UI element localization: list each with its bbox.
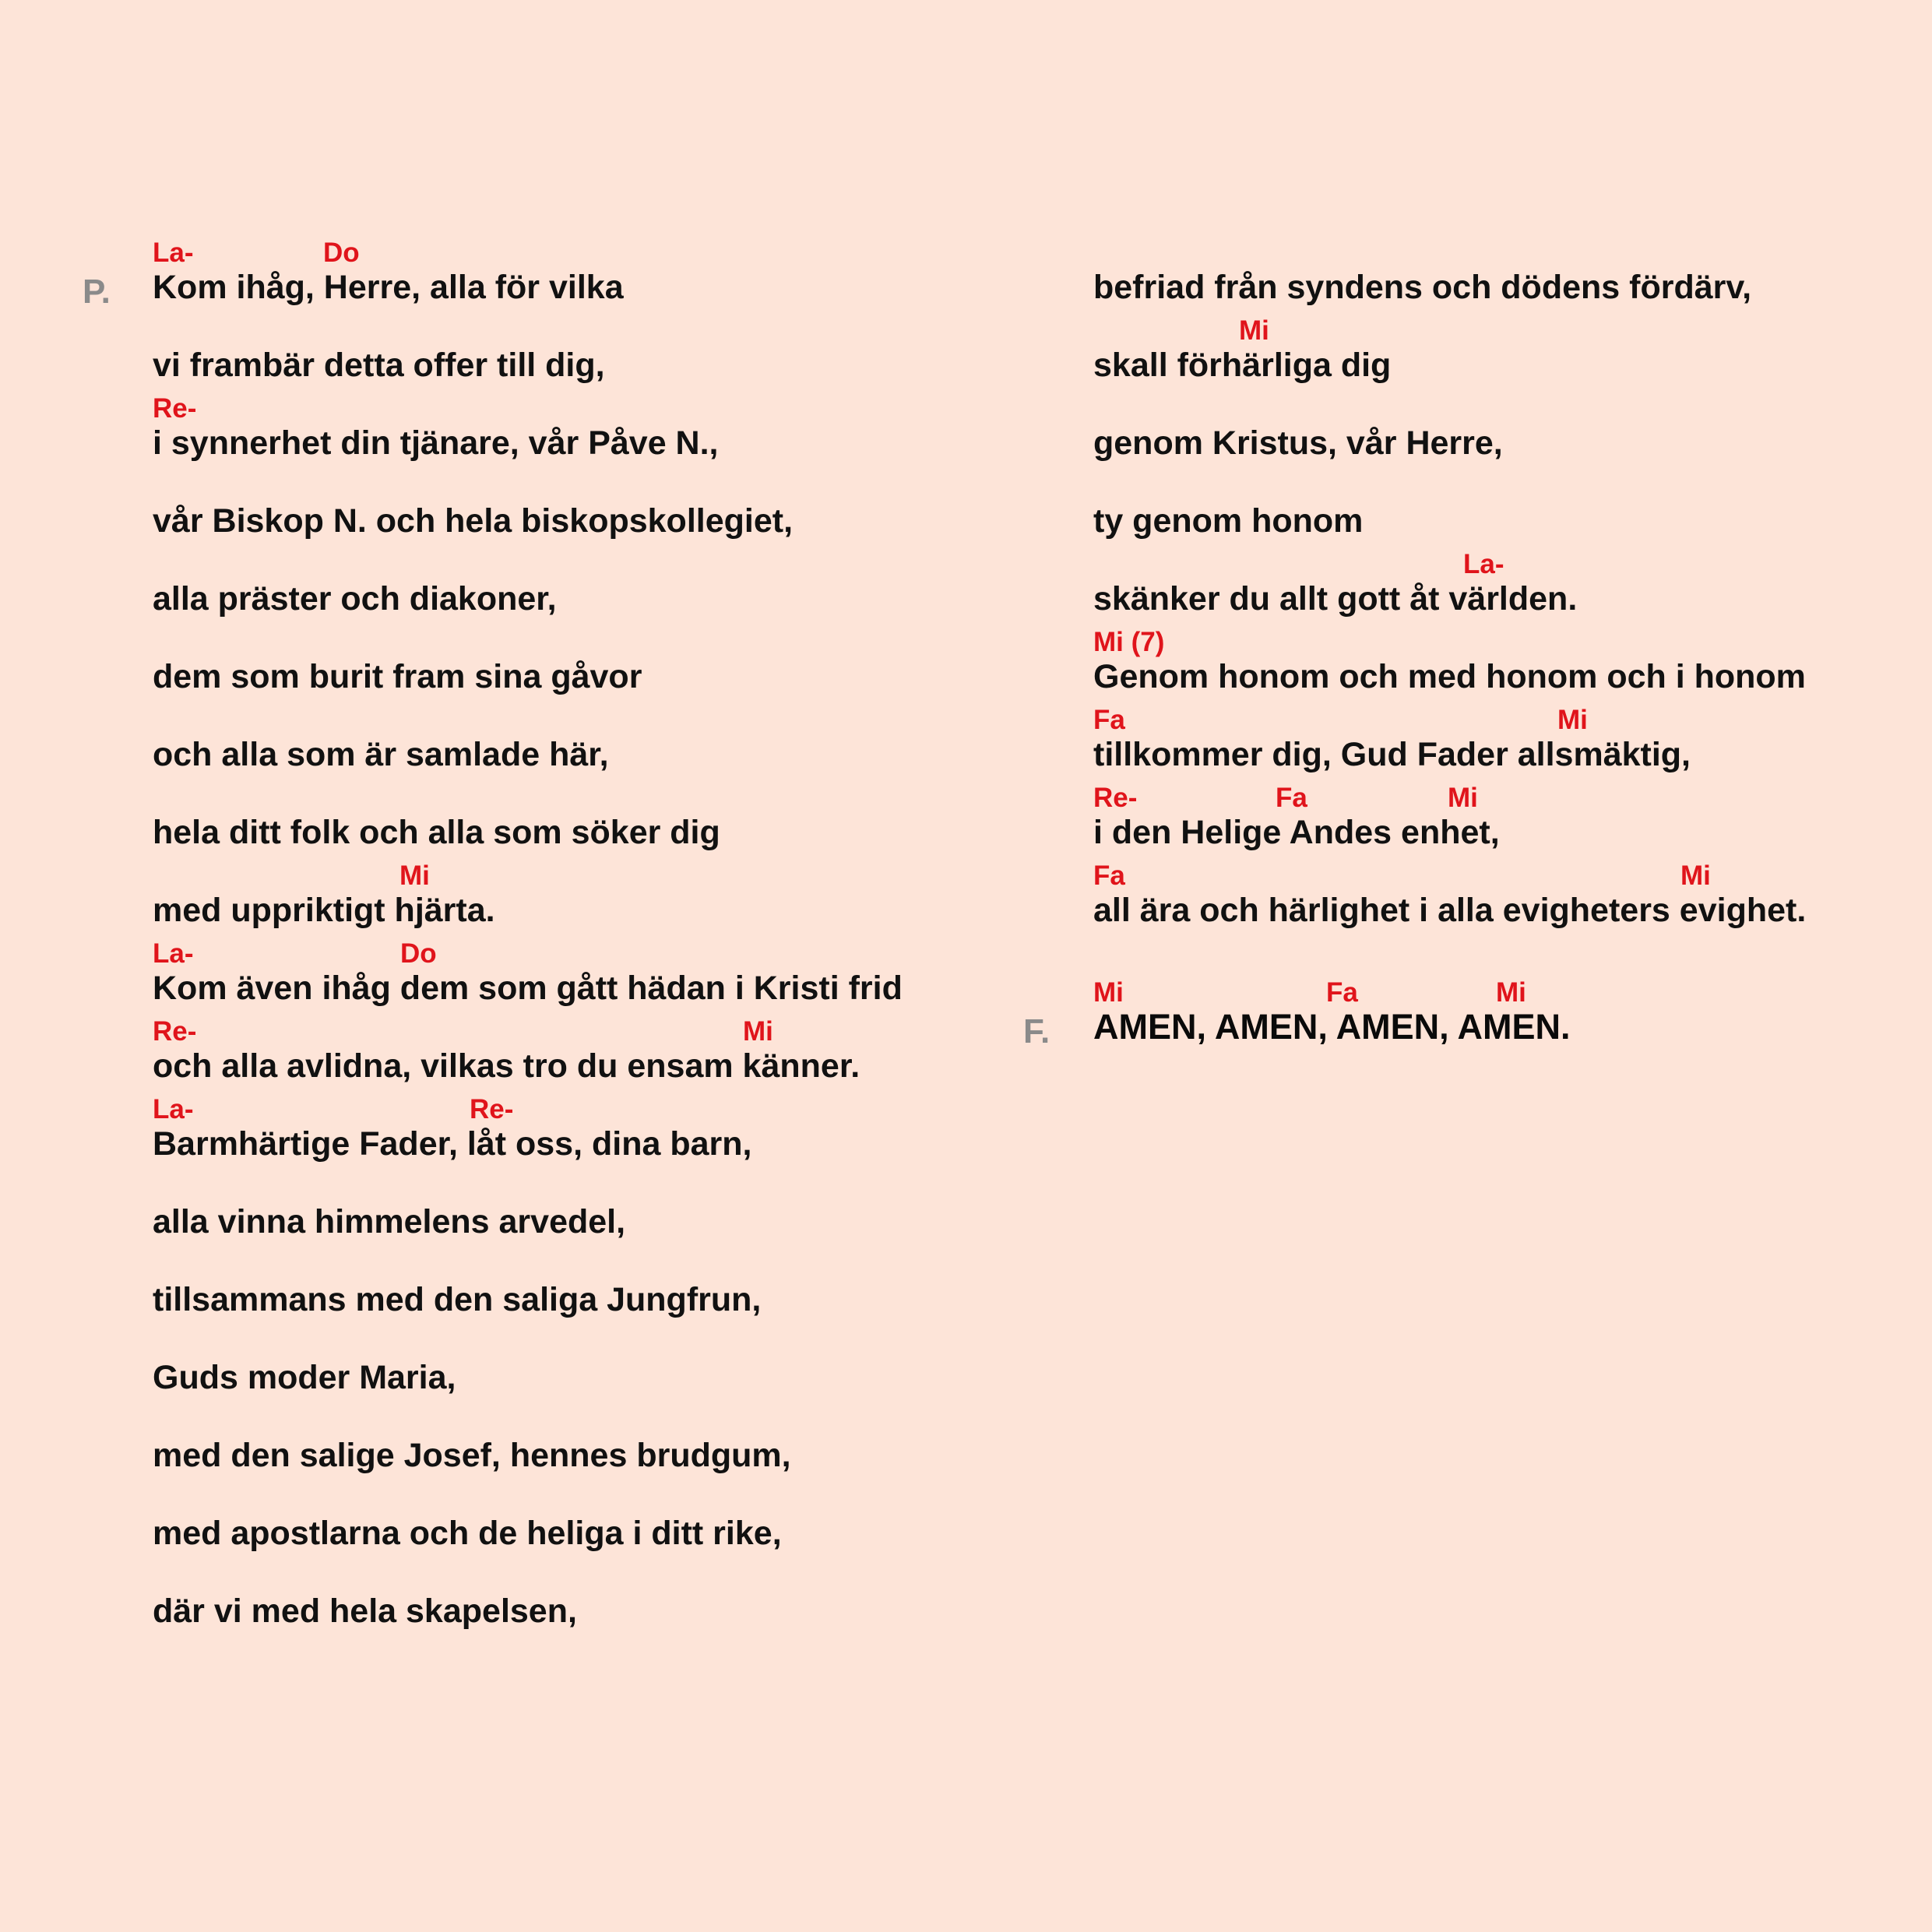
lyric-text: alla vinna himmelens arvedel, xyxy=(153,1203,626,1240)
lyric-line xyxy=(153,1172,994,1250)
lyric-line xyxy=(153,315,994,393)
lyric-text: Genom honom och med honom och i honom xyxy=(1093,658,1806,695)
chord-label: Fa xyxy=(1276,783,1307,813)
lyric-text: i synnerhet din tjänare, vår Påve N., xyxy=(153,424,719,462)
lyric-line xyxy=(1093,549,1911,627)
lyric-line xyxy=(1093,393,1911,471)
chord-label: La- xyxy=(153,238,194,268)
lyric-text: all ära och härlighet i alla evigheters evighet. xyxy=(1093,892,1807,929)
lyric-line xyxy=(1093,627,1911,705)
chord-label: La- xyxy=(153,1094,194,1124)
lyric-text: där vi med hela skapelsen, xyxy=(153,1592,577,1630)
lyric-line xyxy=(153,549,994,627)
lyric-line xyxy=(1093,783,1911,860)
chord-label: Mi xyxy=(1239,315,1269,346)
lyric-text: och alla som är samlade här, xyxy=(153,736,609,773)
chord-label: Mi (7) xyxy=(1093,627,1165,657)
chord-label: Fa xyxy=(1326,977,1358,1008)
lyric-line xyxy=(153,627,994,705)
lyric-line xyxy=(1093,471,1911,549)
lyric-text: Barmhärtige Fader, låt oss, dina barn, xyxy=(153,1125,752,1163)
chord-label: Mi xyxy=(1557,705,1588,735)
lyric-line xyxy=(153,860,994,938)
lyric-line xyxy=(153,1328,994,1406)
lyric-line xyxy=(153,1250,994,1328)
chord-label: La- xyxy=(153,938,194,969)
chord-label: Do xyxy=(323,238,360,268)
lyric-text: Guds moder Maria, xyxy=(153,1359,456,1396)
chord-label: Fa xyxy=(1093,705,1125,735)
lyric-line xyxy=(153,238,994,315)
chord-label: Mi xyxy=(399,860,430,891)
lyric-text: Kom ihåg, Herre, alla för vilka xyxy=(153,269,624,306)
lyric-line xyxy=(1093,238,1911,315)
role-label-priest: P. xyxy=(83,273,111,311)
lyric-line xyxy=(153,938,994,1016)
lyric-text: tillsammans med den saliga Jungfrun, xyxy=(153,1281,762,1318)
lyric-line xyxy=(153,1483,994,1561)
chord-label: Mi xyxy=(1093,977,1124,1008)
lyric-text: tillkommer dig, Gud Fader allsmäktig, xyxy=(1093,736,1691,773)
lyric-line xyxy=(153,1406,994,1483)
lyric-text: vår Biskop N. och hela biskopskollegiet, xyxy=(153,502,794,540)
lyric-text: hela ditt folk och alla som söker dig xyxy=(153,814,720,851)
lyric-line xyxy=(153,1094,994,1172)
lyric-line xyxy=(153,471,994,549)
lyric-text: vi frambär detta offer till dig, xyxy=(153,347,605,384)
response-text: AMEN, AMEN, AMEN, AMEN. xyxy=(1093,1007,1571,1047)
chord-label: Do xyxy=(400,938,437,969)
chord-label: Mi xyxy=(1680,860,1711,891)
lyric-text: med den salige Josef, hennes brudgum, xyxy=(153,1437,791,1474)
lyric-text: genom Kristus, vår Herre, xyxy=(1093,424,1503,462)
chord-label: Mi xyxy=(743,1016,773,1047)
lyric-line xyxy=(153,783,994,860)
chord-label: La- xyxy=(1463,549,1504,579)
chord-label: Re- xyxy=(153,393,197,424)
response-line xyxy=(1093,977,1911,1055)
chord-label: Re- xyxy=(1093,783,1138,813)
lyric-line xyxy=(1093,860,1911,938)
lyric-text: skall förhärliga dig xyxy=(1093,347,1392,384)
lyric-text: med apostlarna och de heliga i ditt rike, xyxy=(153,1515,782,1552)
lyric-line xyxy=(1093,705,1911,783)
lyric-line xyxy=(153,1561,994,1639)
chord-label: Mi xyxy=(1448,783,1478,813)
role-label-faithful: F. xyxy=(1023,1012,1050,1050)
chord-label: Re- xyxy=(153,1016,197,1047)
chord-label: Mi xyxy=(1496,977,1526,1008)
lyric-text: med uppriktigt hjärta. xyxy=(153,892,495,929)
chord-label: Re- xyxy=(470,1094,514,1124)
lyric-line xyxy=(153,705,994,783)
lyric-line xyxy=(1093,315,1911,393)
lyric-text: befriad från syndens och dödens fördärv, xyxy=(1093,269,1752,306)
lyric-text: Kom även ihåg dem som gått hädan i Kristi frid xyxy=(153,970,903,1007)
chord-label: Fa xyxy=(1093,860,1125,891)
lyric-text: i den Helige Andes enhet, xyxy=(1093,814,1500,851)
lyric-text: skänker du allt gott åt världen. xyxy=(1093,580,1578,618)
lyric-line xyxy=(153,393,994,471)
lyric-text: dem som burit fram sina gåvor xyxy=(153,658,642,695)
lyric-line xyxy=(153,1016,994,1094)
lyric-text: ty genom honom xyxy=(1093,502,1364,540)
lyric-text: alla präster och diakoner, xyxy=(153,580,557,618)
lyric-text: och alla avlidna, vilkas tro du ensam känner. xyxy=(153,1047,860,1085)
